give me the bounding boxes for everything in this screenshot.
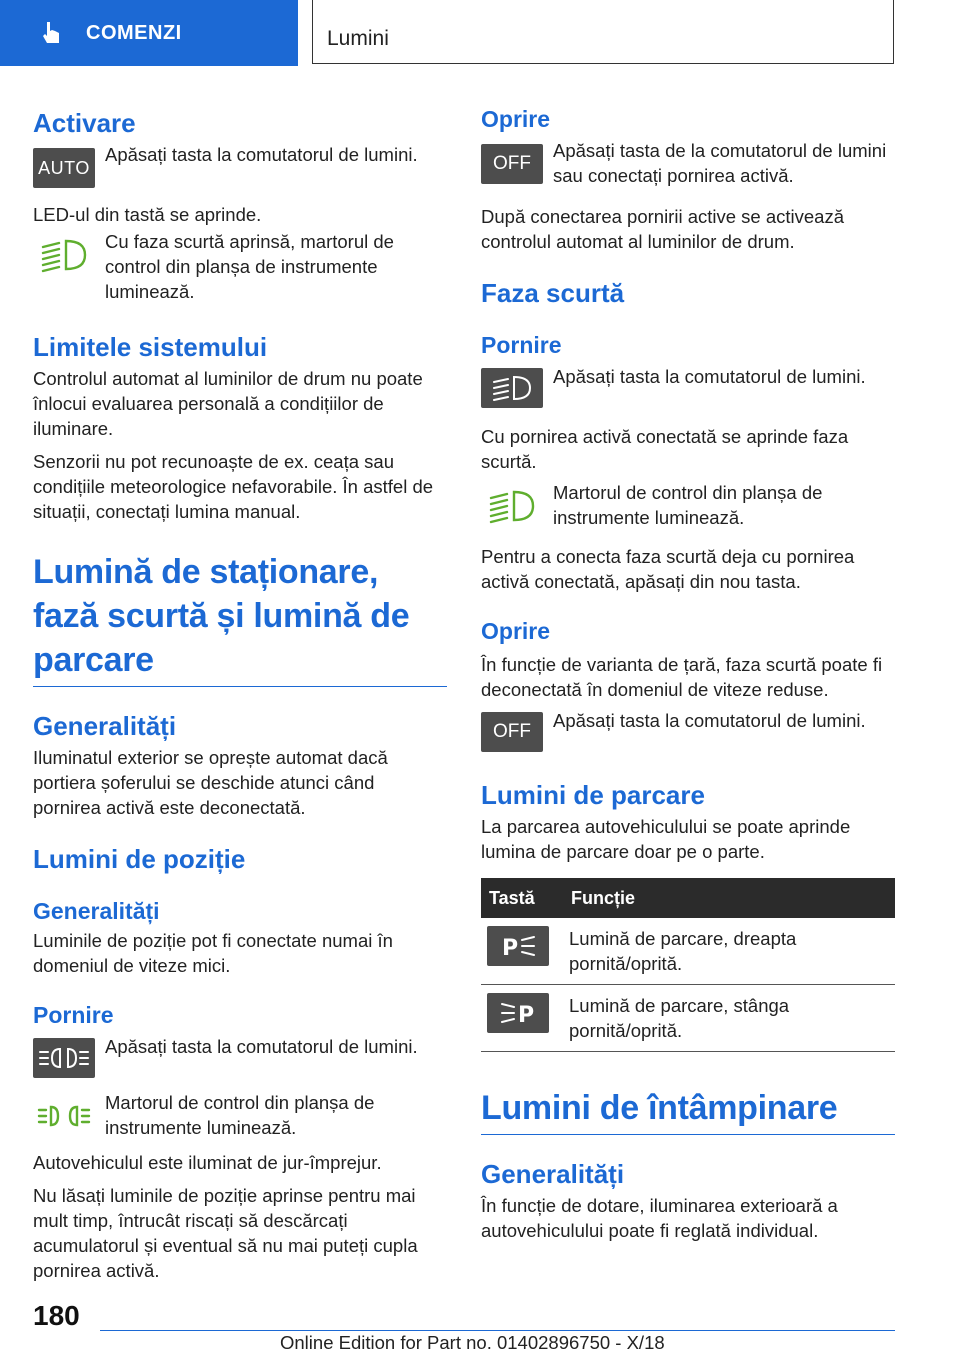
parking-indicator-icon: [33, 1096, 95, 1136]
faza-pornire-text: Cu pornirea activă conectată se aprinde faza scurtă.: [481, 426, 849, 472]
pozitie-heading: Lumini de poziție: [33, 844, 246, 874]
title-rule: [33, 686, 447, 687]
right-column: [481, 100, 895, 1243]
lowbeam-key-row: [481, 368, 895, 408]
table-row: [481, 918, 895, 985]
faza-pornire-text-2: Pentru a conecta faza scurtă deja cu pornirea activă conectată, apăsați din nou tasta.: [481, 546, 855, 592]
chapter-box: [312, 0, 894, 64]
big-section-title: Lumină de staționare, fază scurtă și lumină de parcare: [33, 553, 410, 679]
intampinare-general-text: În funcție de dotare, iluminarea exterioară a autovehiculului poate fi reglată individual.: [481, 1195, 838, 1241]
left-column: [33, 100, 447, 1283]
intampinare-general-heading: Generalități: [481, 1159, 625, 1189]
pornire-heading: Pornire: [33, 1002, 114, 1028]
section-label: COMENZI: [86, 21, 182, 44]
svg-text:P: P: [518, 1003, 535, 1028]
faza-heading: Faza scurtă: [481, 278, 625, 308]
faza-oprire-key-text: Apăsați tasta la comutatorul de lumini.: [553, 710, 866, 731]
faza-pornire-heading: Pornire: [481, 332, 562, 358]
lowbeam-indicator-text: Cu faza scurtă aprinsă, martorul de control din planșa de instrumente luminează.: [105, 231, 394, 302]
pornire-indicator-row: [33, 1092, 447, 1140]
general-heading: Generalități: [33, 711, 177, 741]
oprire-text: După conectarea pornirii active se activează controlul automat al luminilor de drum.: [481, 206, 844, 252]
chapter-label: Lumini: [327, 27, 389, 50]
pozitie-general-text: Luminile de poziție pot fi conectate numai în domeniul de viteze mici.: [33, 930, 393, 976]
faza-indicator-row: [481, 482, 895, 530]
pornire-p1: Autovehiculul este iluminat de jur-împrejur.: [33, 1152, 382, 1173]
faza-indicator-text: Martorul de control din planșa de instrumente luminează.: [553, 482, 823, 528]
off-key-text: Apăsați tasta de la comutatorul de lumini sau conectați pornirea activă.: [553, 140, 887, 186]
table-row: [481, 985, 895, 1052]
intampinare-title: Lumini de întâmpinare: [481, 1089, 838, 1127]
faza-pornire-key-text: Apăsați tasta la comutatorul de lumini.: [553, 366, 866, 387]
pornire-indicator-text: Martorul de control din planșa de instrumente luminează.: [105, 1092, 375, 1138]
auto-key-text: Apăsați tasta la comutatorul de lumini.: [105, 144, 418, 165]
limite-p1: Controlul automat al luminilor de drum nu poate înlocui evaluarea personală a condițiilor de iluminare.: [33, 368, 423, 439]
pornire-p2: Nu lăsați luminile de poziție aprinse pentru mai mult timp, întrucât riscați să descărcați acumulatorul și eventual să nu mai puteți cupla pornirea activă.: [33, 1185, 418, 1281]
pornire-key-text: Apăsați tasta la comutatorul de lumini.: [105, 1036, 418, 1057]
pozitie-general-heading: Generalități: [33, 898, 160, 924]
general-text: Iluminatul exterior se oprește automat dacă portiera șoferului se deschide atunci când pornirea activă este deconectată.: [33, 747, 388, 818]
svg-text:P: P: [502, 936, 519, 961]
pornire-key-row: [33, 1038, 447, 1078]
hand-pointer-icon: [36, 18, 66, 48]
table-cell-text: Lumină de parcare, stânga pornită/oprită.: [563, 985, 895, 1052]
parcare-heading: Lumini de parcare: [481, 780, 705, 810]
faza-off-key-row: [481, 712, 895, 752]
table-cell-key: [481, 918, 563, 985]
footer-rule: [100, 1330, 895, 1331]
auto-key-row: [33, 144, 447, 188]
parking-light-left-icon: [487, 993, 549, 1033]
lowbeam-indicator-row: [33, 231, 447, 304]
table-header-key: Tastă: [481, 878, 563, 918]
table-header-function: Funcție: [563, 878, 895, 918]
parking-function-table: [481, 878, 895, 1052]
lowbeam-key: [481, 368, 543, 408]
lowbeam-indicator-icon-2: [481, 486, 543, 526]
table-header-row: [481, 878, 895, 918]
page-number: 180: [33, 1300, 80, 1331]
oprire-heading: Oprire: [481, 106, 551, 132]
intampinare-rule: [481, 1134, 895, 1135]
table-cell-key: [481, 985, 563, 1052]
off-key-2: OFF: [481, 712, 543, 752]
table-cell-text: Lumină de parcare, dreapta pornită/oprită.: [563, 918, 895, 985]
led-text: LED-ul din tastă se aprinde.: [33, 204, 262, 225]
off-key-row: [481, 140, 895, 188]
section-tab[interactable]: [0, 0, 298, 66]
faza-oprire-text: În funcție de varianta de țară, faza scurtă poate fi deconectată în domeniul de viteze reduse.: [481, 654, 883, 700]
auto-key: AUTO: [33, 148, 95, 188]
parking-light-right-icon: [487, 926, 549, 966]
limite-p2: Senzorii nu pot recunoaște de ex. ceața sau condițiile meteorologice nefavorabile. În astfel de situații, conectați lumina manual.: [33, 451, 434, 522]
faza-oprire-heading: Oprire: [481, 618, 551, 644]
limite-heading: Limitele sistemului: [33, 332, 268, 362]
edition-text: Online Edition for Part no. 01402896750 - X/18: [280, 1332, 665, 1353]
lowbeam-icon: [490, 373, 534, 403]
off-key: OFF: [481, 144, 543, 184]
lowbeam-indicator-icon: [33, 235, 95, 275]
parking-lights-icon: [36, 1043, 92, 1073]
activare-heading: Activare: [33, 108, 136, 138]
parcare-text: La parcarea autovehiculului se poate aprinde lumina de parcare doar pe o parte.: [481, 816, 851, 862]
parking-lights-key: [33, 1038, 95, 1078]
